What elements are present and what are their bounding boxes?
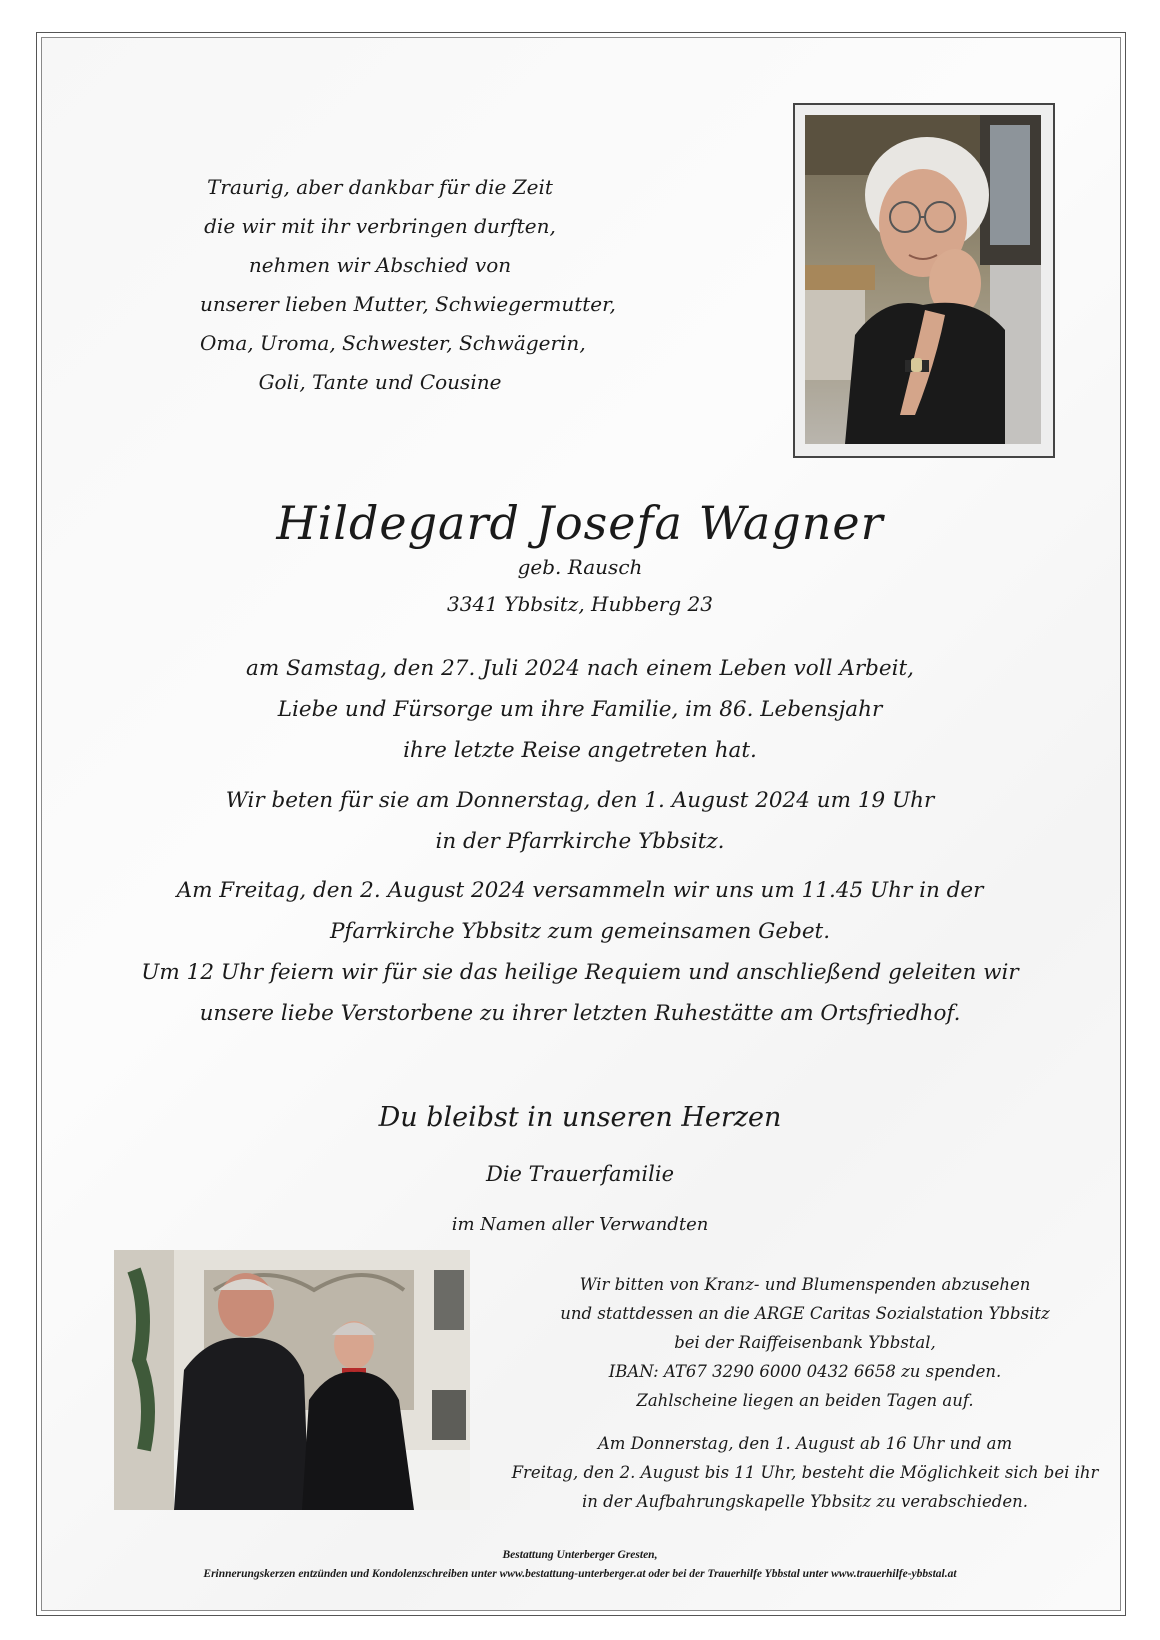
undertaker-name: Bestattung Unterberger Gresten,: [502, 1549, 658, 1561]
funeral-line: unsere liebe Verstorbene zu ihrer letzten Ruhestätte am Ortsfriedhof.: [199, 1001, 961, 1026]
portrait-frame: [793, 103, 1055, 458]
intro-text: [200, 168, 616, 402]
intro-line: Traurig, aber dankbar für die Zeit: [207, 175, 553, 199]
donation-line: und stattdessen an die ARGE Caritas Sozialstation Ybbsitz: [560, 1304, 1050, 1323]
viewing-line: Am Donnerstag, den 1. August ab 16 Uhr und am: [597, 1434, 1013, 1453]
address: 3341 Ybbsitz, Hubberg 23: [447, 592, 713, 616]
family-signature: Die Trauerfamilie: [486, 1162, 674, 1186]
intro-line: die wir mit ihr verbringen durften,: [204, 214, 556, 238]
intro-line: nehmen wir Abschied von: [248, 253, 512, 277]
couple-photo: [114, 1250, 470, 1510]
deceased-name: Hildegard Josefa Wagner: [276, 496, 884, 550]
donation-line: bei der Raiffeisenbank Ybbstal,: [674, 1333, 936, 1352]
passing-line: ihre letzte Reise angetreten hat.: [403, 738, 757, 763]
passing-line: Liebe und Fürsorge um ihre Familie, im 86. Lebensjahr: [277, 697, 883, 722]
passing-line: am Samstag, den 27. Juli 2024 nach einem Leben voll Arbeit,: [246, 656, 914, 681]
prayer-line: in der Pfarrkirche Ybbsitz.: [435, 829, 725, 854]
prayer-line: Wir beten für sie am Donnerstag, den 1. August 2024 um 19 Uhr: [225, 788, 935, 813]
funeral-line: Am Freitag, den 2. August 2024 versammeln wir uns um 11.45 Uhr in der: [176, 878, 984, 903]
relatives-line: im Namen aller Verwandten: [451, 1214, 709, 1235]
prayer-text: [0, 780, 1160, 862]
intro-line: Goli, Tante und Cousine: [258, 370, 502, 394]
funeral-text: [0, 870, 1160, 1034]
motto: Du bleibst in unseren Herzen: [378, 1102, 782, 1133]
donation-line: IBAN: AT67 3290 6000 0432 6658 zu spenden.: [608, 1362, 1002, 1381]
donation-line: Zahlscheine liegen an beiden Tagen auf.: [636, 1391, 974, 1410]
donation-text: [510, 1270, 1100, 1516]
footer-links: Erinnerungskerzen entzünden und Kondolenzschreiben unter www.bestattung-unterberger.at oder bei der Trauerhilfe Ybbstal unter www.trauerhilfe-ybbstal.at: [203, 1568, 957, 1580]
funeral-line: Pfarrkirche Ybbsitz zum gemeinsamen Gebet.: [329, 919, 831, 944]
viewing-line: in der Aufbahrungskapelle Ybbsitz zu verabschieden.: [581, 1492, 1029, 1511]
birth-name: geb. Rausch: [517, 555, 643, 579]
passing-text: [0, 648, 1160, 771]
intro-line: unserer lieben Mutter, Schwiegermutter,: [200, 292, 616, 316]
funeral-line: Um 12 Uhr feiern wir für sie das heilige Requiem und anschließend geleiten wir: [141, 960, 1019, 985]
portrait-photo: [805, 115, 1041, 444]
donation-line: Wir bitten von Kranz- und Blumenspenden abzusehen: [579, 1275, 1031, 1294]
intro-line: Oma, Uroma, Schwester, Schwägerin,: [200, 331, 586, 355]
viewing-line: Freitag, den 2. August bis 11 Uhr, besteht die Möglichkeit sich bei ihr: [511, 1463, 1099, 1482]
